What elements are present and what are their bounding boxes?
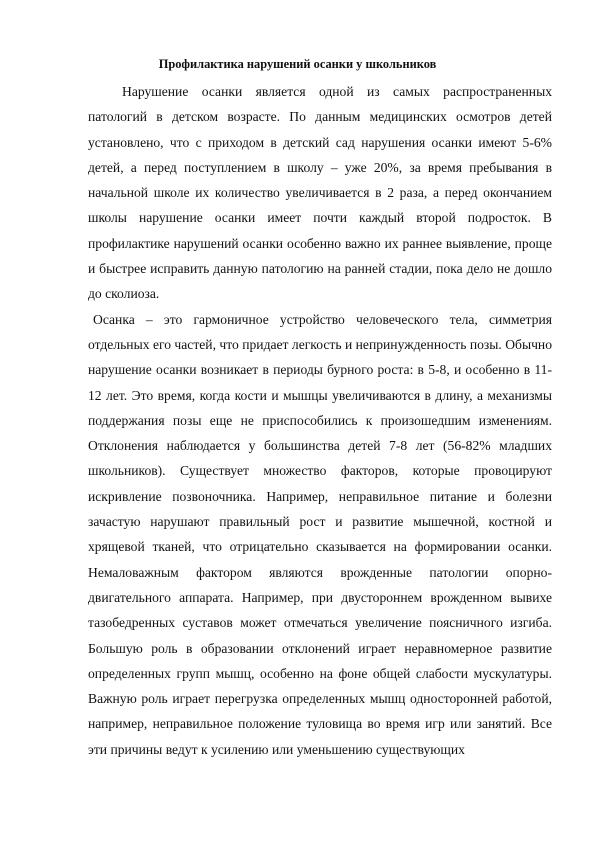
document-body [88, 79, 552, 762]
document-title: Профилактика нарушений осанки у школьников [158, 57, 437, 71]
paragraph-1: Нарушение осанки является одной из самых распространенных патологий в детском возрасте. По данным медицинских осмотров детей установлено, что с приходом в детский сад нарушения осанки имеют 5-6% детей, а перед поступлением в школу – уже 20%, за время пребывания в начальной школе их количество увеличивается в 2 раза, а перед окончанием школы нарушение осанки имеет почти каждый второй подросток. В профилактике нарушений осанки особенно важно их раннее выявление, проще и быстрее исправить данную патологию на ранней стадии, пока дело не дошло до сколиоза. [88, 84, 552, 302]
paragraph-2: Осанка – это гармоничное устройство человеческого тела, симметрия отдельных его частей, что придает легкость и непринужденность позы. Обычно нарушение осанки возникает в периоды бурного роста: в 5-8, и особенно в 11-12 лет. Это время, когда кости и мышцы увеличиваются в длину, а механизмы поддержания позы еще не приспособились к произошедшим изменениям. Отклонения наблюдается у большинства детей 7-8 лет (56-82% младших школьников). Существует множество факторов, которые провоцируют искривление позвоночника. Например, неправильное питание и болезни зачастую нарушают правильный рост и развитие мышечной, костной и хрящевой тканей, что отрицательно сказывается на формировании осанки. Немаловажным фактором являются врожденные патологии опорно-двигательного аппарата. Например, при двустороннем врожденном вывихе тазобедренных суставов может отмечаться увеличение поясничного изгиба. Большую роль в образовании отклонений играет неравномерное развитие определенных групп мышц, особенно на фоне общей слабости мускулатуры. Важную роль играет перегрузка определенных мышц односторонней работой, например, неправильное положение туловища во время игр или занятий. Все эти причины ведут к усилению или уменьшению существующих [88, 311, 552, 757]
